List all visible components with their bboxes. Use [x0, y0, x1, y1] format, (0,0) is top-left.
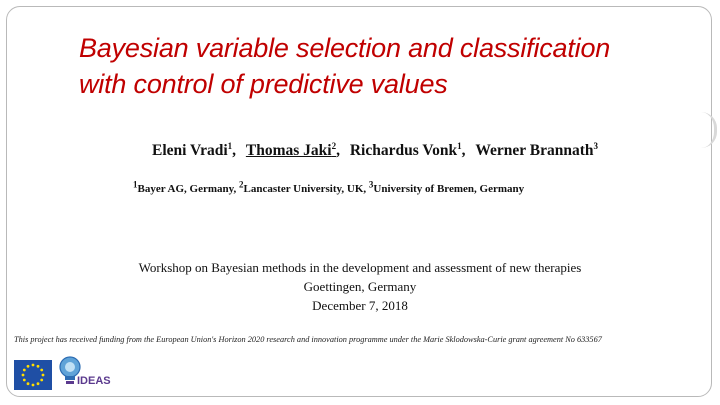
- title-line-2: with control of predictive values: [79, 69, 448, 99]
- affil-mark: 3: [368, 179, 374, 190]
- workshop-info: [0, 258, 720, 315]
- author-separator: ,: [232, 142, 237, 159]
- ideas-logo: [58, 353, 114, 391]
- affil-mark: 2: [239, 179, 244, 190]
- author-name: Werner Brannath: [475, 142, 594, 159]
- workshop-name: Workshop on Bayesian methods in the development and assessment of new therapies: [138, 260, 582, 275]
- author-name: Richardus Vonk: [349, 142, 458, 159]
- author-list: [0, 142, 720, 160]
- funding-note: This project has received funding from the European Union's Horizon 2020 research and innovation programme under the Marie Sklodowska-Curie grant agreement No 633567: [14, 335, 602, 344]
- author-3: [350, 142, 466, 159]
- author-affil-mark: 1: [457, 140, 462, 151]
- slide-title: [79, 30, 699, 102]
- author-separator: ,: [336, 142, 340, 159]
- title-line-1: Bayesian variable selection and classification: [79, 33, 611, 63]
- author-separator: ,: [461, 142, 466, 159]
- author-1: [152, 142, 236, 159]
- lightbulb-icon: [58, 353, 114, 391]
- author-name: Thomas Jaki: [245, 142, 332, 159]
- affiliations: [133, 179, 525, 195]
- affil-text: Lancaster University, UK,: [243, 183, 369, 195]
- author-name: Eleni Vradi: [151, 142, 228, 159]
- author-affil-mark: 3: [593, 140, 598, 151]
- workshop-date: December 7, 2018: [312, 298, 408, 313]
- author-4: [475, 142, 598, 159]
- eu-flag-icon: [14, 360, 52, 390]
- affil-text: University of Bremen, Germany: [373, 183, 525, 195]
- workshop-location: Goettingen, Germany: [303, 279, 417, 294]
- author-affil-mark: 2: [331, 140, 337, 151]
- affil-mark: 1: [133, 179, 138, 190]
- affil-text: Bayer AG, Germany,: [137, 183, 240, 195]
- author-affil-mark: 1: [227, 140, 233, 151]
- ideas-logo-text: IDEAS: [77, 375, 111, 387]
- author-2: [246, 142, 340, 159]
